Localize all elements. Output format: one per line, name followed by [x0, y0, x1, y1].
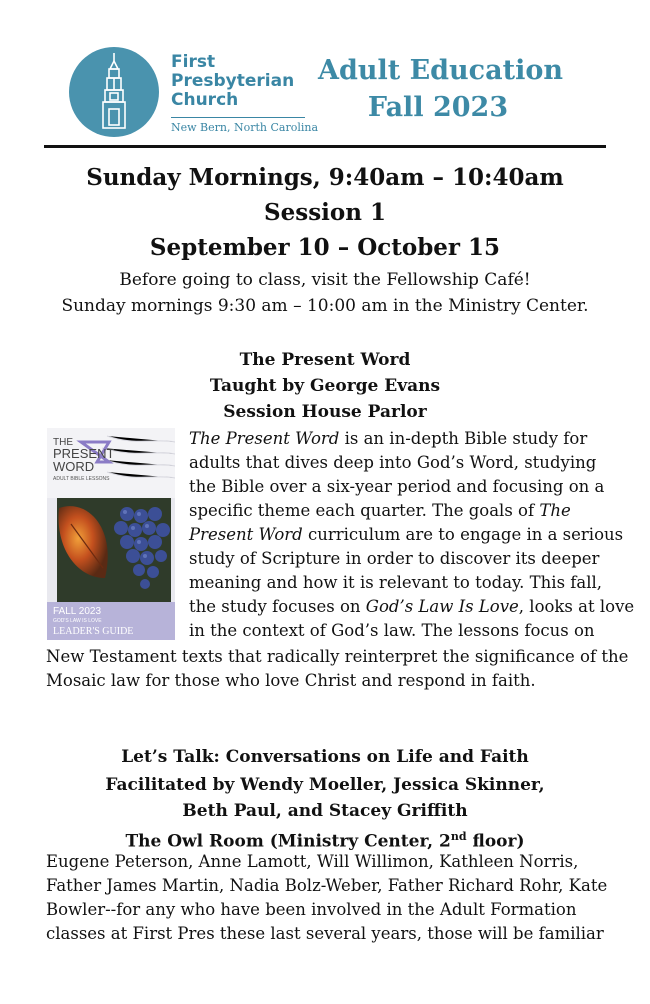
description-line: study of Scripture in order to discover its deeper	[189, 549, 600, 568]
class-room: Session House Parlor	[223, 402, 427, 422]
intro-line: Before going to class, visit the Fellowship Café!	[119, 270, 531, 290]
church-name-line: First	[171, 52, 216, 72]
cover-text: THE	[53, 437, 73, 448]
page-title	[318, 52, 563, 126]
ordinal-suffix: nd	[450, 830, 467, 843]
cover-text: LEADER'S GUIDE	[53, 626, 134, 637]
description-line	[189, 499, 609, 523]
description-line: the Bible over a six-year period and focusing on a	[189, 477, 605, 496]
cover-text: PRESENT	[53, 446, 115, 461]
description-line: Bowler--for any who have been involved in the Adult Formation	[46, 900, 577, 919]
study-theme: God’s Law Is Love	[365, 597, 519, 616]
session-dates: September 10 – October 15	[149, 234, 501, 261]
description-text: the study focuses on	[189, 597, 366, 616]
page-title-line: Fall 2023	[367, 92, 509, 123]
room-text: The Owl Room (Ministry Center, 2	[125, 831, 451, 852]
description-line: meaning and how it is relevant to today. This fall,	[189, 573, 603, 592]
description-text: , looks at love	[518, 597, 635, 616]
room-text: floor)	[466, 831, 525, 852]
description-line	[189, 523, 624, 547]
class-facilitators: Beth Paul, and Stacey Griffith	[182, 801, 468, 821]
description-line	[189, 427, 609, 451]
class-description	[46, 850, 616, 946]
curriculum-title: Present Word	[189, 525, 303, 544]
church-name	[171, 53, 311, 110]
class-description-continued	[46, 645, 629, 693]
description-text: specific theme each quarter. The goals of	[189, 501, 540, 520]
class-description	[189, 427, 635, 643]
description-text: curriculum are to engage in a serious	[302, 525, 624, 544]
cover-text: WORD	[53, 459, 95, 474]
book-cover-image	[47, 428, 175, 640]
description-text: is an in-depth Bible study for	[339, 429, 588, 448]
session-time: Sunday Mornings, 9:40am – 10:40am	[86, 164, 564, 191]
cover-text: ADULT BIBLE LESSONS	[53, 476, 110, 482]
church-steeple-logo-icon	[69, 47, 159, 137]
description-line: New Testament texts that radically reinterpret the significance of the	[46, 647, 629, 666]
description-line: adults that dives deep into God’s Word, studying	[189, 453, 597, 472]
cover-text: FALL 2023	[53, 606, 102, 617]
class-title: Let’s Talk: Conversations on Life and Faith	[121, 747, 529, 767]
session-name: Session 1	[264, 199, 386, 226]
cover-text: GOD'S LAW IS LOVE	[53, 618, 102, 624]
class-facilitators: Facilitated by Wendy Moeller, Jessica Skinner,	[105, 775, 545, 795]
church-location: New Bern, North Carolina	[171, 121, 319, 134]
description-line: Eugene Peterson, Anne Lamott, Will Willimon, Kathleen Norris,	[46, 852, 579, 871]
description-line	[189, 595, 635, 619]
intro-line: Sunday mornings 9:30 am – 10:00 am in the Ministry Center.	[61, 296, 589, 316]
description-line: Father James Martin, Nadia Bolz-Weber, Father Richard Rohr, Kate	[46, 876, 608, 895]
curriculum-title: The	[539, 501, 571, 520]
description-line: classes at First Pres these last several years, those will be familiar	[46, 924, 604, 943]
description-line: in the context of God’s law. The lessons focus on	[189, 621, 595, 640]
church-name-line: Church	[171, 90, 239, 110]
church-name-line: Presbyterian	[171, 71, 295, 91]
curriculum-title: The Present Word	[189, 429, 340, 448]
class-title: The Present Word	[239, 350, 411, 370]
description-line: Mosaic law for those who love Christ and respond in faith.	[46, 671, 536, 690]
page-title-line: Adult Education	[318, 55, 563, 86]
church-name-divider	[171, 117, 305, 118]
class-teacher: Taught by George Evans	[209, 376, 441, 396]
header-divider	[44, 145, 606, 148]
